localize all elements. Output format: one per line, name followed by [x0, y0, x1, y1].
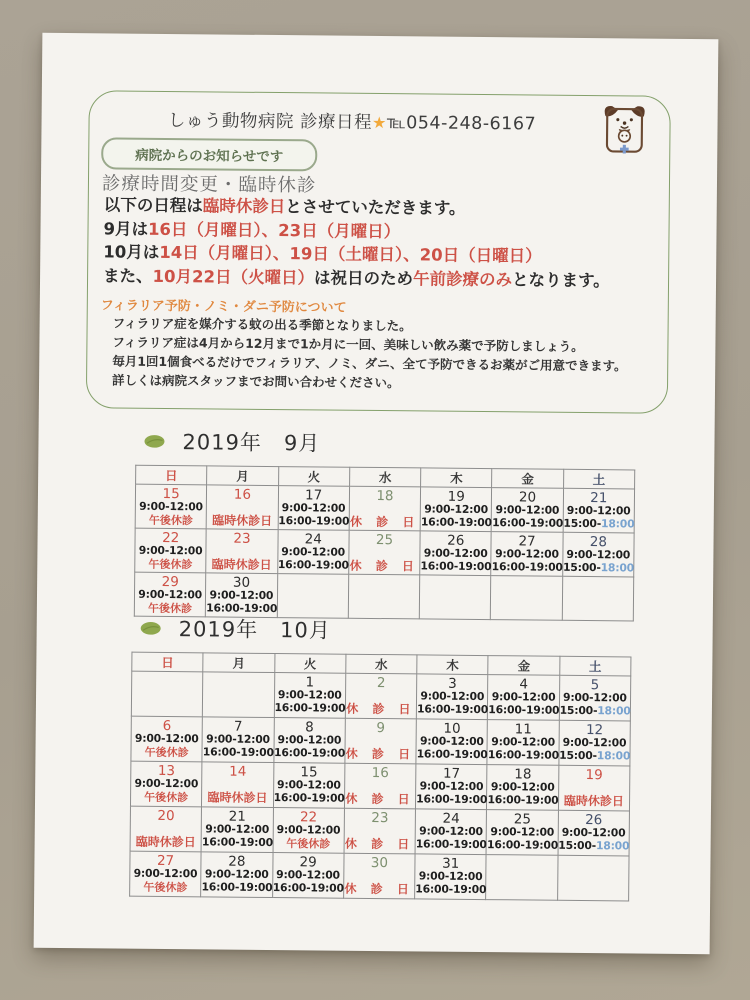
evening-hours: 16:00-19:00	[201, 879, 273, 894]
morning-hours: 9:00-12:00	[276, 868, 340, 882]
day-number: 21	[590, 490, 608, 507]
calendar-cell	[420, 487, 492, 532]
calendar-cell	[134, 572, 206, 617]
day-number: 12	[585, 722, 604, 739]
weekday-header-cell: 水	[346, 654, 417, 674]
morning-hours: 9:00-12:00	[277, 688, 342, 702]
calendar-cell	[202, 762, 274, 808]
evening-hours: 16:00-19:00	[274, 745, 346, 760]
paper-document	[34, 33, 719, 954]
day-number: 25	[513, 811, 532, 828]
afternoon-hours	[559, 749, 629, 762]
evening-hours: 16:00-19:00	[417, 701, 489, 716]
day-number: 13	[157, 762, 176, 780]
weekday-header-cell: 月	[203, 653, 274, 673]
notice-box	[86, 90, 671, 414]
calendar-cell	[272, 853, 344, 899]
day-number: 18	[514, 766, 532, 783]
afternoon-end: 18:00	[600, 560, 635, 574]
day-number: 5	[590, 677, 600, 694]
afternoon-closed-label: 午後休診	[144, 790, 189, 804]
afternoon-start: 15:00-	[558, 838, 597, 852]
announcement-segment: は祝日のため	[313, 267, 414, 288]
calendar-cell	[273, 808, 345, 854]
afternoon-closed-label: 午後休診	[143, 880, 188, 894]
calendar-cell-empty	[491, 576, 563, 621]
morning-hours: 9:00-12:00	[418, 869, 483, 884]
morning-hours: 9:00-12:00	[206, 732, 270, 746]
afternoon-end: 18:00	[597, 703, 631, 717]
evening-hours: 16:00-19:00	[416, 791, 488, 806]
morning-hours: 9:00-12:00	[562, 690, 627, 705]
calendar-cell	[416, 674, 488, 720]
morning-hours: 9:00-12:00	[277, 733, 342, 747]
temporary-closure-label: 臨時休診日	[211, 557, 272, 573]
afternoon-end: 18:00	[601, 516, 635, 530]
calendar-cell	[415, 809, 487, 855]
day-number: 19	[585, 767, 603, 784]
day-number: 23	[371, 809, 389, 827]
day-number: 29	[299, 854, 317, 871]
closed-day-label: 休 診 日	[344, 881, 414, 897]
calendar-week-row	[135, 528, 634, 577]
dog-logo-icon	[595, 101, 654, 158]
announcement-segment: 以下の日程は	[103, 195, 203, 216]
announcement-segment: 9月は	[103, 218, 149, 239]
morning-hours: 9:00-12:00	[490, 825, 555, 839]
morning-hours: 9:00-12:00	[281, 545, 346, 559]
announcement-segment: 14日（月曜日）、19日（土曜日）、20日（日曜日）	[159, 242, 542, 266]
calendar-cell	[559, 720, 631, 766]
weekday-header-cell: 土	[563, 469, 634, 489]
calendar-cell	[131, 716, 203, 762]
notice-heading: 診療時間変更・臨時休診	[101, 173, 317, 197]
day-number: 24	[304, 531, 322, 548]
afternoon-closed-label: 午後休診	[144, 745, 189, 759]
morning-hours: 9:00-12:00	[209, 588, 274, 603]
announcement-pill-label: 病院からのお知らせです	[135, 147, 284, 166]
day-number: 8	[305, 719, 314, 736]
calendar-cell	[492, 488, 564, 533]
weekday-header-cell: 水	[349, 467, 420, 487]
closed-day-label: 休 診 日	[346, 701, 416, 717]
day-number: 14	[229, 763, 247, 780]
day-number: 10	[443, 720, 461, 737]
evening-hours: 16:00-19:00	[277, 557, 349, 572]
day-number: 4	[519, 676, 529, 693]
closed-day-label: 休 診 日	[349, 514, 420, 530]
evening-hours: 16:00-19:00	[202, 744, 274, 759]
morning-hours: 9:00-12:00	[490, 780, 555, 794]
afternoon-hours	[563, 517, 633, 530]
calendar-cell	[343, 853, 415, 899]
calendar-cell	[273, 763, 345, 809]
afternoon-hours	[558, 839, 628, 852]
evening-hours: 16:00-19:00	[274, 700, 346, 715]
morning-hours: 9:00-12:00	[423, 546, 488, 561]
evening-hours: 16:00-19:00	[492, 515, 564, 530]
calendar-cell	[130, 761, 202, 807]
calendar-cell-empty	[419, 575, 491, 620]
evening-hours: 16:00-19:00	[415, 836, 487, 851]
calendar-cell	[201, 852, 273, 898]
calendar-body	[134, 484, 634, 621]
weekday-header-cell: 日	[132, 652, 203, 672]
morning-hours: 9:00-12:00	[276, 823, 341, 837]
calendar-cell	[130, 851, 202, 897]
temporary-closure-label: 臨時休診日	[563, 793, 624, 809]
calendar-cell	[274, 673, 346, 719]
closed-day-label: 休 診 日	[345, 791, 415, 807]
calendar-cell	[344, 763, 416, 809]
announcement-segment: 10月22日（火曜日）	[152, 266, 315, 287]
day-number: 22	[299, 809, 318, 826]
afternoon-closed-label: 午後休診	[148, 557, 193, 571]
calendar-cell	[206, 573, 278, 618]
evening-hours: 16:00-19:00	[487, 792, 559, 807]
day-number: 15	[162, 485, 180, 503]
calendar-title: 2019年 9月	[182, 430, 321, 456]
day-number: 17	[442, 765, 461, 782]
afternoon-hours	[563, 561, 633, 574]
evening-hours: 16:00-19:00	[487, 747, 560, 762]
afternoon-start: 15:00-	[559, 703, 598, 717]
day-number: 26	[585, 812, 603, 829]
day-number: 7	[233, 718, 243, 735]
morning-hours: 9:00-12:00	[566, 547, 631, 562]
day-number: 17	[305, 487, 323, 504]
evening-hours: 16:00-19:00	[272, 880, 344, 895]
evening-hours: 16:00-19:00	[273, 790, 345, 805]
calendar-title-row	[140, 613, 632, 648]
closed-day-label: 休 診 日	[349, 558, 420, 574]
weekday-header-cell: 火	[278, 467, 349, 487]
morning-hours: 9:00-12:00	[491, 690, 556, 704]
calendar-cell	[486, 810, 558, 856]
calendar-cell	[206, 529, 278, 574]
day-number: 2	[376, 675, 386, 692]
calendar-week-row	[131, 716, 630, 766]
day-number: 29	[161, 573, 179, 591]
calendar-cell	[416, 764, 488, 810]
leaf-icon	[143, 433, 165, 448]
calendar-cell-empty	[486, 855, 558, 901]
day-number: 15	[300, 764, 318, 781]
weekday-header-cell: 火	[274, 654, 345, 674]
calendar-title: 2019年 10月	[178, 617, 331, 643]
temporary-closure-label: 臨時休診日	[212, 513, 273, 529]
calendar-cell-empty	[557, 855, 629, 901]
calendar-table	[129, 652, 631, 902]
day-number: 26	[447, 532, 465, 549]
day-number: 30	[232, 574, 251, 591]
temporary-closure-label: 臨時休診日	[135, 834, 196, 850]
day-number: 16	[233, 486, 252, 503]
afternoon-closed-label: 午後休診	[148, 513, 193, 527]
clinic-title: しゅう動物病院 診療日程	[167, 110, 373, 133]
evening-hours: 16:00-19:00	[415, 881, 487, 896]
day-number: 27	[156, 852, 175, 870]
closed-day-label: 休 診 日	[344, 836, 415, 852]
morning-hours: 9:00-12:00	[134, 776, 199, 791]
calendar-cell	[558, 765, 630, 811]
calendar-cell	[415, 854, 487, 900]
calendar-cell	[278, 486, 350, 531]
day-number: 24	[442, 810, 460, 827]
morning-hours: 9:00-12:00	[138, 543, 203, 558]
clinic-header	[109, 106, 594, 136]
afternoon-closed-label: 午後休診	[286, 836, 331, 851]
calendar-cell	[487, 720, 559, 766]
morning-hours: 9:00-12:00	[495, 547, 559, 561]
calendar-cell-empty	[131, 671, 203, 717]
morning-hours: 9:00-12:00	[139, 499, 203, 514]
closed-day-label: 休 診 日	[345, 746, 416, 762]
phone-number: ℡054-248-6167	[386, 113, 537, 135]
calendar-cell	[135, 484, 207, 529]
morning-hours: 9:00-12:00	[204, 867, 269, 881]
announcement-segment: 臨時休診日	[202, 196, 286, 217]
afternoon-end: 18:00	[595, 838, 630, 852]
calendar-body	[130, 671, 631, 901]
morning-hours: 9:00-12:00	[134, 731, 199, 746]
day-number: 9	[376, 720, 386, 737]
morning-hours: 9:00-12:00	[133, 866, 198, 881]
calendar-cell	[559, 675, 631, 721]
calendar-cell-empty	[203, 672, 275, 718]
announcement-segment: 午前診療のみ	[412, 268, 513, 289]
morning-hours: 9:00-12:00	[419, 779, 484, 794]
calendar-cell	[558, 810, 630, 856]
filaria-body	[112, 313, 627, 394]
evening-hours: 16:00-19:00	[491, 559, 563, 574]
filaria-line: 毎月1回1個食べるだけでフィラリア、ノミ、ダニ、全て予防できるお薬がご用意できます。	[112, 353, 627, 374]
evening-hours: 16:00-19:00	[416, 746, 488, 761]
weekday-header-cell: 木	[417, 655, 488, 675]
day-number: 20	[518, 489, 537, 506]
calendar-title-row	[143, 426, 635, 461]
morning-hours: 9:00-12:00	[138, 587, 203, 602]
day-number: 21	[228, 808, 246, 825]
announcement-segment: 10月は	[103, 242, 160, 262]
day-number: 6	[162, 717, 172, 735]
day-number: 16	[371, 764, 389, 782]
calendar-table	[134, 465, 635, 622]
calendar-cell	[206, 485, 278, 530]
weekday-header-cell: 金	[492, 469, 563, 489]
calendar-cell-empty	[562, 576, 634, 621]
calendar-cell	[273, 718, 345, 764]
calendar-cell-empty	[348, 574, 420, 619]
morning-hours: 9:00-12:00	[424, 502, 489, 517]
calendar-cell	[420, 531, 492, 576]
calendar-cell	[562, 532, 634, 577]
day-number: 25	[375, 532, 394, 549]
evening-hours: 16:00-19:00	[278, 513, 350, 528]
filaria-line: フィラリア症を媒介する蚊の出る季節となりました。	[112, 315, 412, 334]
morning-hours: 9:00-12:00	[281, 501, 346, 515]
day-number: 28	[589, 534, 608, 551]
announcement-line	[103, 264, 610, 292]
calendar-block	[134, 426, 636, 622]
evening-hours: 16:00-19:00	[201, 834, 274, 849]
calendar-week-row	[130, 806, 629, 856]
calendar-cell-empty	[277, 574, 349, 619]
temporary-closure-label: 臨時休診日	[207, 790, 268, 805]
calendar-cell	[416, 719, 488, 765]
calendar-cell	[345, 673, 417, 719]
day-number: 30	[370, 854, 389, 872]
day-number: 20	[157, 807, 175, 825]
afternoon-hours	[560, 704, 630, 717]
filaria-line: フィラリア症は4月から12月まで1か月に一回、美味しい飲み薬で予防しましょう。	[112, 334, 584, 354]
morning-hours: 9:00-12:00	[491, 735, 556, 749]
morning-hours: 9:00-12:00	[566, 503, 631, 518]
morning-hours: 9:00-12:00	[562, 735, 627, 750]
evening-hours: 16:00-19:00	[420, 514, 492, 529]
calendar-week-row	[130, 851, 629, 901]
calendar-cell	[130, 806, 202, 852]
calendar-cell	[345, 718, 417, 764]
day-number: 31	[442, 855, 460, 872]
day-number: 19	[447, 488, 465, 505]
day-number: 3	[448, 675, 457, 692]
evening-hours: 16:00-19:00	[206, 600, 278, 615]
morning-hours: 9:00-12:00	[205, 822, 270, 836]
announcement-pill	[101, 137, 317, 171]
announcement-segment: となります。	[511, 269, 610, 290]
weekday-header-cell: 木	[421, 468, 492, 488]
day-number: 28	[228, 853, 246, 870]
announcement-lines	[103, 193, 611, 292]
star-icon: ★	[371, 112, 387, 133]
day-number: 1	[305, 674, 315, 691]
announcement-segment: また、	[102, 265, 153, 286]
calendar-cell	[344, 808, 416, 854]
weekday-header-cell: 月	[207, 466, 278, 486]
morning-hours: 9:00-12:00	[276, 778, 341, 792]
evening-hours: 16:00-19:00	[486, 837, 559, 852]
calendar-cell	[349, 486, 421, 531]
filaria-heading: フィラリア予防・ノミ・ダニ予防について	[100, 298, 347, 316]
morning-hours: 9:00-12:00	[495, 503, 560, 517]
calendar-week-row	[131, 671, 630, 721]
calendar-cell	[202, 717, 274, 763]
day-number: 23	[233, 530, 251, 547]
afternoon-start: 15:00-	[562, 560, 601, 574]
day-number: 27	[518, 533, 536, 550]
calendar-cell	[491, 532, 563, 577]
weekday-header-cell: 金	[488, 656, 559, 676]
calendar-cell	[487, 765, 559, 811]
calendar-cell	[277, 530, 349, 575]
calendar-week-row	[130, 761, 629, 811]
weekday-header-cell: 土	[559, 656, 630, 676]
calendar-cell	[135, 528, 207, 573]
announcement-segment: 16日（月曜日）、23日（月曜日）	[147, 219, 401, 241]
calendar-week-row	[135, 484, 634, 533]
announcement-segment: とさせていただきます。	[285, 197, 466, 218]
morning-hours: 9:00-12:00	[419, 824, 483, 839]
afternoon-closed-label: 午後休診	[147, 601, 193, 615]
day-number: 22	[162, 529, 180, 547]
calendar-cell	[488, 675, 560, 721]
afternoon-start: 15:00-	[563, 516, 602, 530]
morning-hours: 9:00-12:00	[561, 825, 626, 840]
leaf-icon	[140, 620, 162, 635]
calendar-cell	[201, 807, 273, 853]
calendar-cell	[563, 488, 635, 533]
day-number: 11	[514, 721, 532, 738]
calendar-block	[129, 613, 632, 902]
morning-hours: 9:00-12:00	[419, 734, 484, 749]
evening-hours: 16:00-19:00	[420, 558, 492, 573]
weekday-header-cell: 日	[136, 465, 207, 485]
evening-hours: 16:00-19:00	[488, 702, 560, 717]
calendar-cell	[349, 530, 421, 575]
afternoon-start: 15:00-	[559, 748, 597, 762]
day-number: 18	[376, 488, 394, 505]
morning-hours: 9:00-12:00	[420, 689, 485, 704]
afternoon-end: 18:00	[596, 748, 631, 762]
filaria-line: 詳しくは病院スタッフまでお問い合わせください。	[112, 372, 400, 391]
